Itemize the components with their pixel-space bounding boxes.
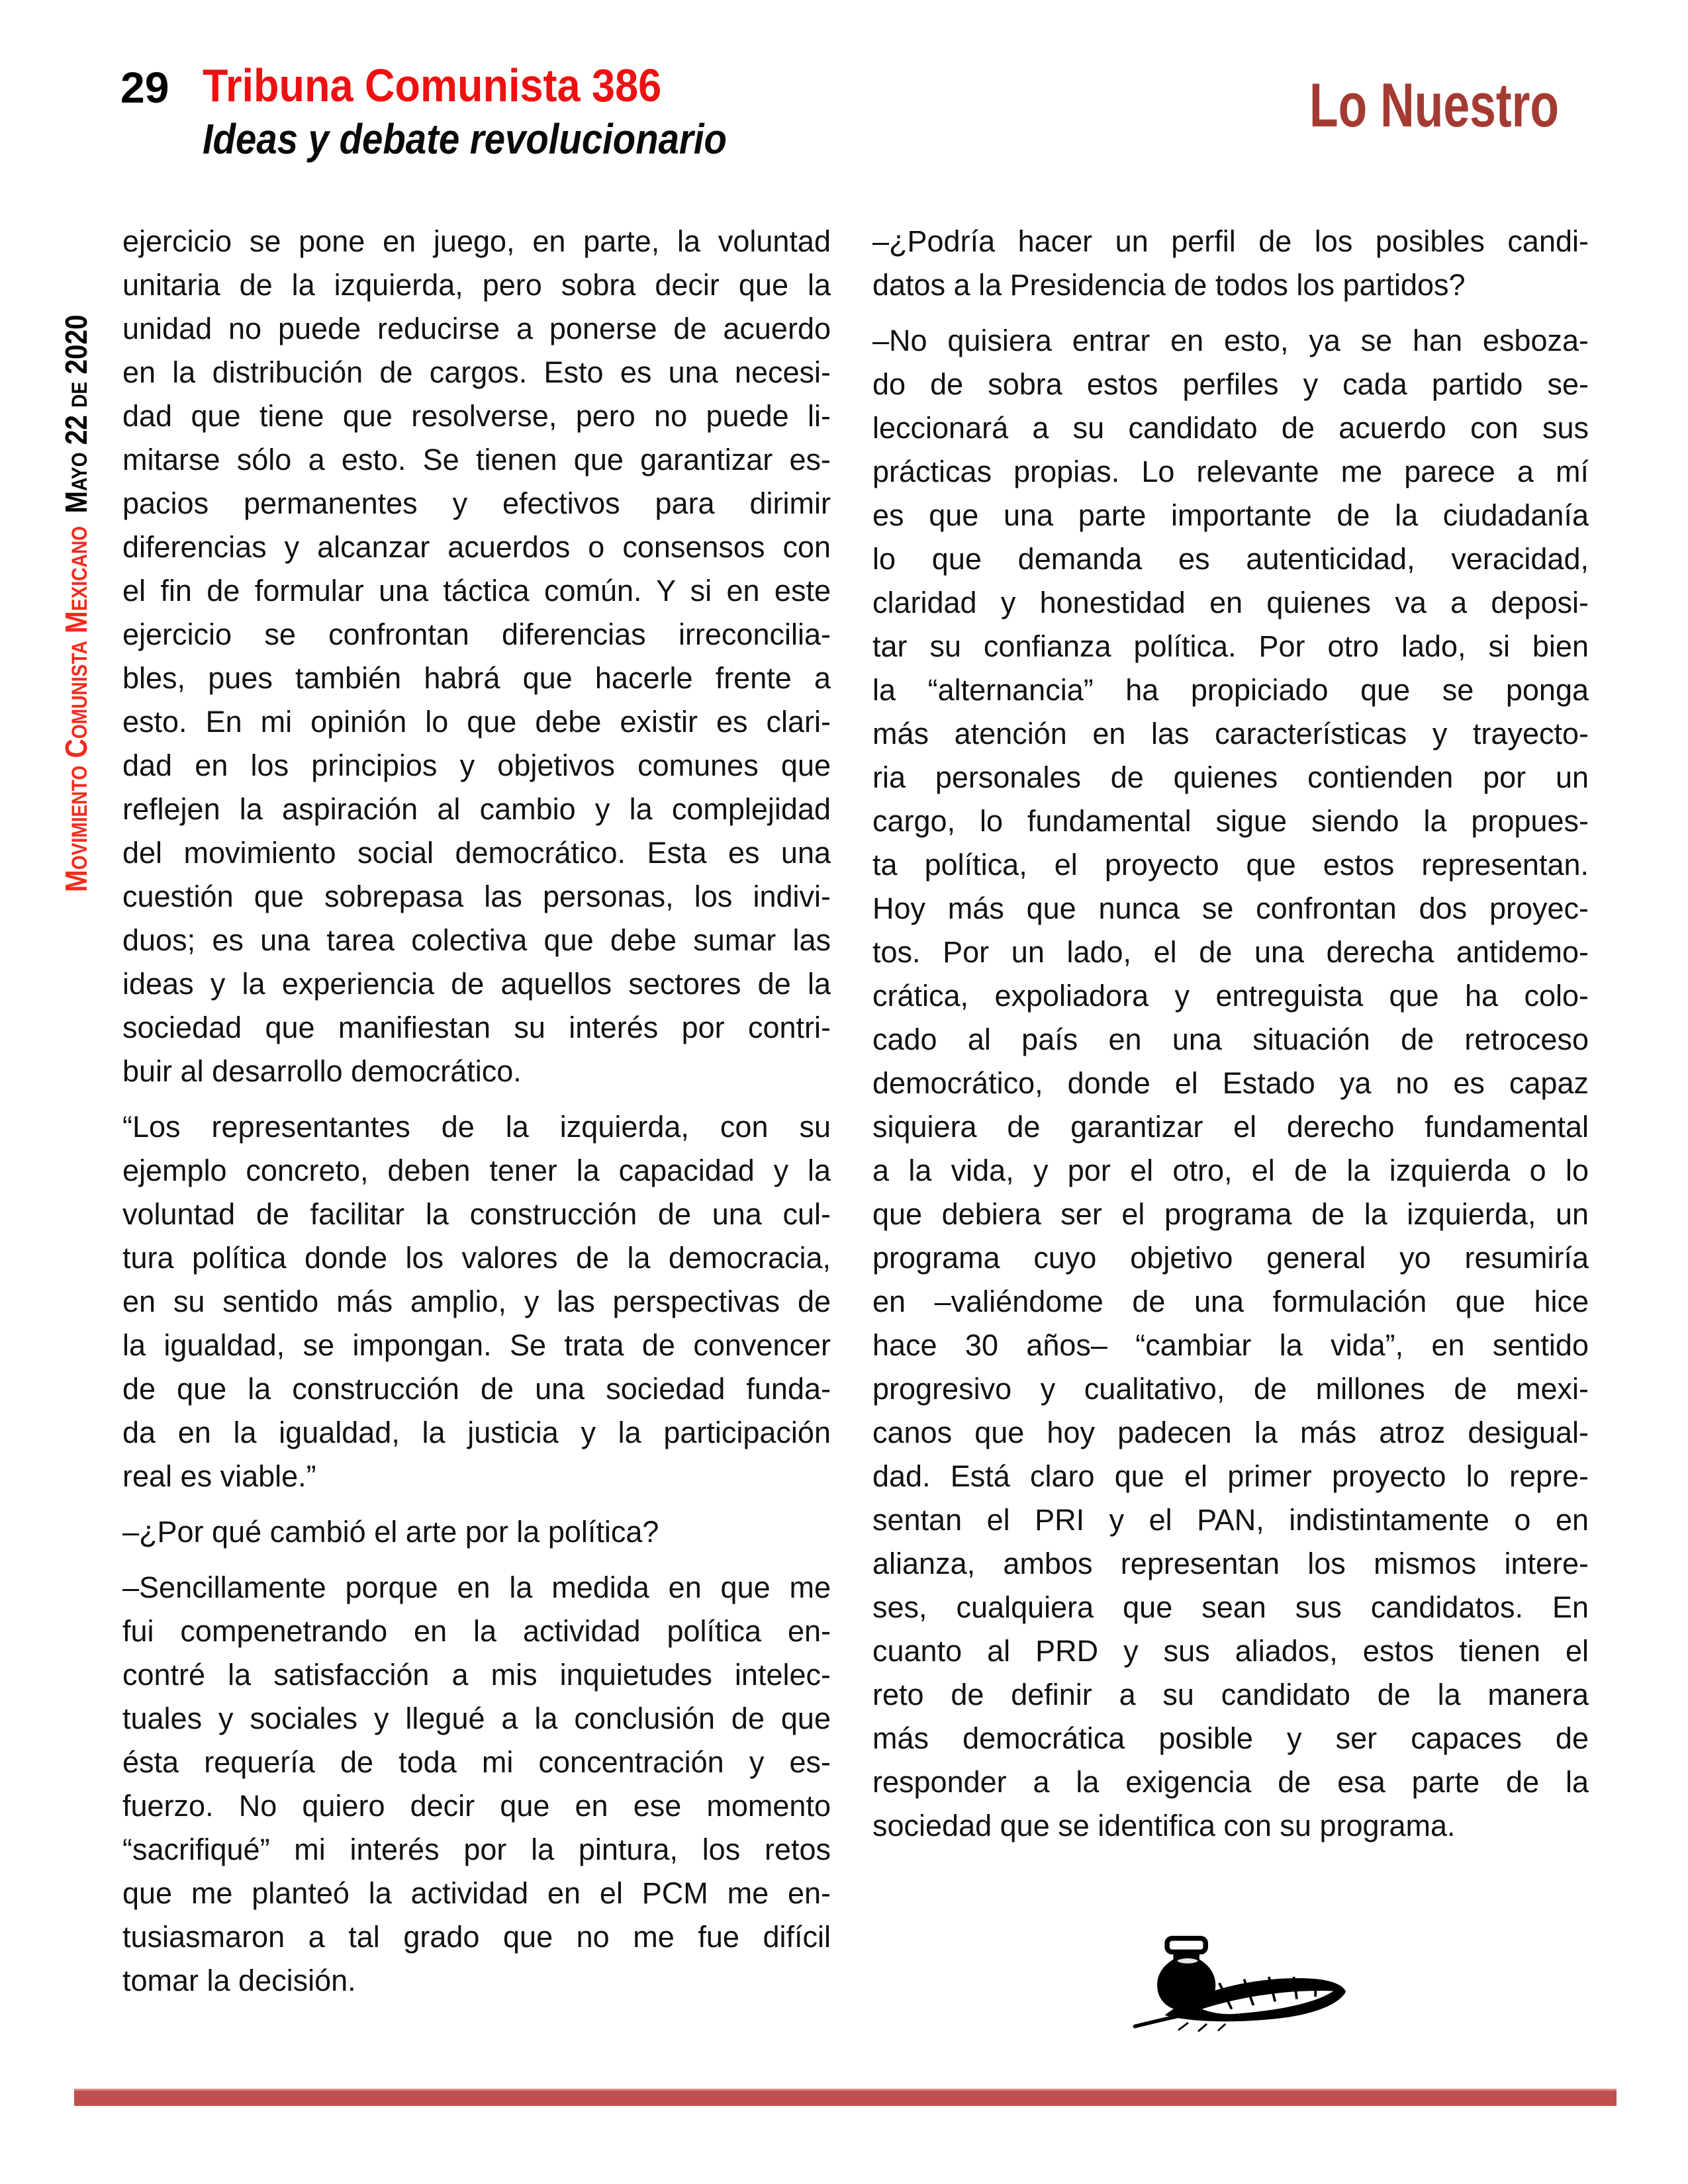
text-line: fuerzo. No quiero decir que en ese momento <box>122 1789 831 1823</box>
text-line: en su sentido más amplio, y las perspectivas de <box>122 1285 831 1318</box>
masthead-subtitle: Ideas y debate revolucionario <box>203 115 727 163</box>
text-line: ideas y la experiencia de aquellos sectores de la <box>122 967 831 1001</box>
paragraph <box>122 1566 831 2003</box>
text-line: –Sencillamente porque en la medida en que me <box>122 1570 831 1604</box>
text-line: real es viable.” <box>122 1459 316 1493</box>
text-line: que debiera ser el programa de la izquierda, un <box>872 1197 1589 1231</box>
article-column-right <box>872 220 1589 1860</box>
bottom-rule <box>74 2089 1617 2106</box>
masthead-title: Tribuna Comunista 386 <box>203 60 662 111</box>
text-line: dad que tiene que resolverse, pero no puede li- <box>122 399 831 433</box>
text-line: ta política, el proyecto que estos representan. <box>872 848 1589 882</box>
text-line: tura política donde los valores de la democracia, <box>122 1241 831 1275</box>
text-line: leccionará a su candidato de acuerdo con sus <box>872 411 1589 445</box>
text-line: bles, pues también habrá que hacerle frente a <box>122 661 831 695</box>
text-line: que me planteó la actividad en el PCM me en- <box>122 1876 831 1910</box>
text-line: cuanto al PRD y sus aliados, estos tienen el <box>872 1634 1589 1668</box>
text-line: diferencias y alcanzar acuerdos o consensos con <box>122 530 831 564</box>
text-line: es que una parte importante de la ciudadanía <box>872 498 1589 532</box>
text-line: más atención en las características y trayecto- <box>872 717 1589 751</box>
text-line: siquiera de garantizar el derecho fundamental <box>872 1110 1589 1144</box>
text-line: hace 30 años– “cambiar la vida”, en sentido <box>872 1328 1589 1362</box>
text-line: –¿Por qué cambió el arte por la política? <box>122 1515 659 1549</box>
text-line: tar su confianza política. Por otro lado, si bien <box>872 629 1589 663</box>
text-line: da en la igualdad, la justicia y la participación <box>122 1416 831 1449</box>
text-line: Hoy más que nunca se confrontan dos proyec- <box>872 891 1589 925</box>
paragraph <box>872 220 1589 307</box>
text-line: ses, cualquiera que sean sus candidatos. En <box>872 1590 1589 1624</box>
text-line: tos. Por un lado, el de una derecha antidemo- <box>872 935 1589 969</box>
text-line: reto de definir a su candidato de la manera <box>872 1678 1589 1711</box>
text-line: unitaria de la izquierda, pero sobra decir que la <box>122 268 831 302</box>
paragraph <box>122 1105 831 1498</box>
text-line: del movimiento social democrático. Esta es una <box>122 836 831 870</box>
text-line: fui compenetrando en la actividad política en- <box>122 1614 831 1648</box>
text-line: canos que hoy padecen la más atroz desigual- <box>872 1416 1589 1449</box>
inkwell-quill-icon <box>1122 1936 1354 2035</box>
text-line: democrático, donde el Estado ya no es capaz <box>872 1066 1589 1100</box>
text-line: claridad y honestidad en quienes va a deposi- <box>872 586 1589 619</box>
sidebar-vertical-text <box>57 201 95 892</box>
text-line: ésta requería de toda mi concentración y es- <box>122 1745 831 1779</box>
text-line: el fin de formular una táctica común. Y si en este <box>122 574 831 608</box>
text-line: programa cuyo objetivo general yo resumiría <box>872 1241 1589 1275</box>
text-line: tuales y sociales y llegué a la conclusión de que <box>122 1702 831 1735</box>
text-line: en la distribución de cargos. Esto es una necesi- <box>122 355 831 389</box>
article-column-left <box>122 220 831 2015</box>
sidebar-publisher: Movimiento Comunista Mexicano <box>59 525 93 892</box>
page-number: 29 <box>120 63 169 112</box>
text-line: en –valiéndome de una formulación que hice <box>872 1285 1589 1318</box>
text-line: de que la construcción de una sociedad funda- <box>122 1372 831 1406</box>
text-line: la igualdad, se impongan. Se trata de convencer <box>122 1328 831 1362</box>
text-line: buir al desarrollo democrático. <box>122 1054 522 1088</box>
paragraph <box>122 220 831 1093</box>
section-label: Lo Nuestro <box>1309 70 1560 140</box>
text-line: “Los representantes de la izquierda, con su <box>122 1110 831 1144</box>
text-line: unidad no puede reducirse a ponerse de acuerdo <box>122 312 831 345</box>
text-line: –No quisiera entrar en esto, ya se han esboza- <box>872 324 1589 357</box>
text-line: la “alternancia” ha propiciado que se ponga <box>872 673 1589 707</box>
text-line: responder a la exigencia de esa parte de la <box>872 1765 1589 1799</box>
text-line: duos; es una tarea colectiva que debe sumar las <box>122 923 831 957</box>
text-line: esto. En mi opinión lo que debe existir es clari- <box>122 705 831 739</box>
paragraph <box>122 1510 831 1554</box>
text-line: ejercicio se confrontan diferencias irreconcilia- <box>122 617 831 651</box>
text-line: ejercicio se pone en juego, en parte, la voluntad <box>122 224 831 258</box>
text-line: datos a la Presidencia de todos los partidos? <box>872 268 1466 302</box>
text-line: pacios permanentes y efectivos para dirimir <box>122 486 831 520</box>
text-line: ria personales de quienes contienden por un <box>872 760 1589 794</box>
text-line: ejemplo concreto, deben tener la capacidad y la <box>122 1154 831 1187</box>
text-line: reflejen la aspiración al cambio y la complejidad <box>122 792 831 826</box>
sidebar-date: Mayo 22 de 2020 <box>59 314 93 514</box>
text-line: alianza, ambos representan los mismos intere- <box>872 1547 1589 1580</box>
text-line: cargo, lo fundamental sigue siendo la propues- <box>872 804 1589 838</box>
text-line: do de sobra estos perfiles y cada partido se- <box>872 367 1589 401</box>
text-line: cuestión que sobrepasa las personas, los indivi- <box>122 880 831 913</box>
text-line: –¿Podría hacer un perfil de los posibles candi- <box>872 224 1589 258</box>
paragraph <box>872 319 1589 1848</box>
text-line: tomar la decisión. <box>122 1964 356 1997</box>
text-line: “sacrifiqué” mi interés por la pintura, los retos <box>122 1833 831 1866</box>
text-line: sentan el PRI y el PAN, indistintamente o en <box>872 1503 1589 1537</box>
text-line: lo que demanda es autenticidad, veracidad, <box>872 542 1589 576</box>
text-line: sociedad que se identifica con su programa. <box>872 1809 1456 1843</box>
text-line: a la vida, y por el otro, el de la izquierda o lo <box>872 1154 1589 1187</box>
text-line: contré la satisfacción a mis inquietudes intelec- <box>122 1658 831 1692</box>
text-line: prácticas propias. Lo relevante me parece a mí <box>872 455 1589 488</box>
text-line: tusiasmaron a tal grado que no me fue difícil <box>122 1920 831 1954</box>
text-line: dad. Está claro que el primer proyecto lo repre- <box>872 1459 1589 1493</box>
text-line: voluntad de facilitar la construcción de una cul- <box>122 1197 831 1231</box>
text-line: más democrática posible y ser capaces de <box>872 1721 1589 1755</box>
text-line: progresivo y cualitativo, de millones de mexi- <box>872 1372 1589 1406</box>
text-line: dad en los principios y objetivos comunes que <box>122 749 831 782</box>
text-line: sociedad que manifiestan su interés por contri- <box>122 1011 831 1044</box>
text-line: mitarse sólo a esto. Se tienen que garantizar es- <box>122 443 831 477</box>
text-line: crática, expoliadora y entreguista que ha colo- <box>872 979 1589 1013</box>
text-line: cado al país en una situación de retroceso <box>872 1023 1589 1056</box>
